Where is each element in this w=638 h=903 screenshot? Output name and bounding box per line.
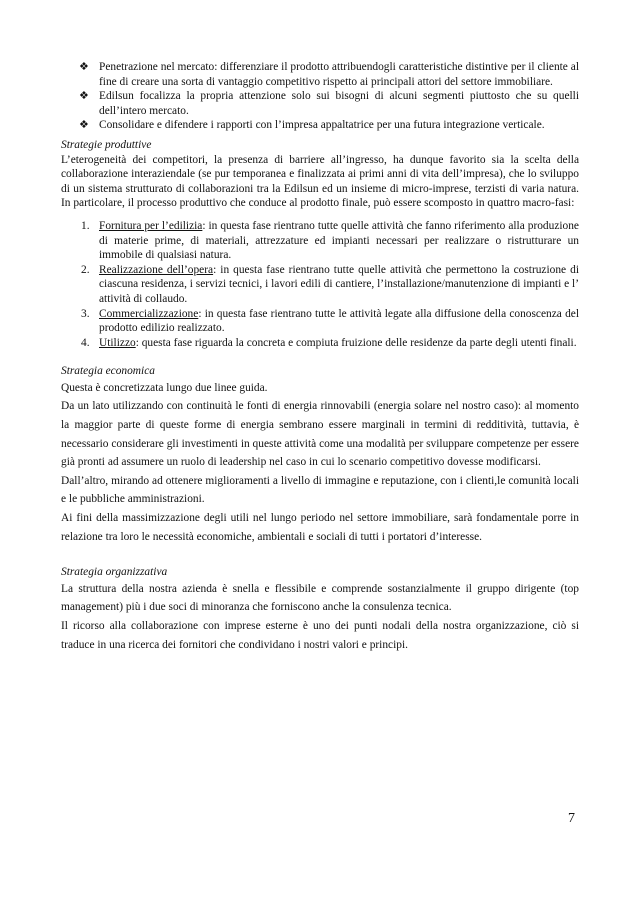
paragraph: Il ricorso alla collaborazione con imprese esterne è uno dei punti nodali della nostra organizzazione, ciò si traduce in una ricerca dei fornitori che condividano i nostri valori e principi. <box>61 620 579 651</box>
strategy-bullet-list <box>61 60 579 133</box>
bullet-text: Penetrazione nel mercato: differenziare il prodotto attribuendogli caratteristiche distintive per il cliente al fine di creare una sorta di vantaggio competitivo rispetto ai principali attori del settore immobiliare. <box>99 61 579 88</box>
phase-number: 3. <box>81 307 90 320</box>
phase-title: Commercializzazione <box>99 307 199 320</box>
section-heading-organizzativa: Strategia organizzativa <box>61 566 168 579</box>
bullet-item <box>61 118 579 133</box>
phase-item <box>61 263 579 307</box>
bullet-item <box>61 89 579 118</box>
paragraph: Ai fini della massimizzazione degli utili nel lungo periodo nel settore immobiliare, sarà fondamentale porre in relazione tra loro le necessità economiche, ambientali e sociali di tutti i portatori d’interesse. <box>61 512 579 543</box>
diamond-bullet-icon: ❖ <box>79 60 89 73</box>
phase-text: : in questa fase rientrano tutte le attività legate alla diffusione della conoscenza del prodotto edilizio realizzato. <box>99 307 579 335</box>
phase-item <box>61 219 579 263</box>
bullet-item <box>61 60 579 89</box>
paragraph: Dall’altro, mirando ad ottenere miglioramenti a livello di immagine e reputazione, con i clienti,le comunità locali e le pubbliche amministrazioni. <box>61 474 579 506</box>
spacer <box>61 350 579 359</box>
phase-number: 4. <box>81 336 90 349</box>
paragraph: L’eterogeneità dei competitori, la presenza di barriere all’ingresso, ha dunque favorito sia la scelta della collaborazione interaziendale (se pur temporanea e finalizzata ai primi anni di vita dell’impresa), che lo sviluppo di un sistema strutturato di collaborazioni tra la Edilsun ed un insieme di micro-imprese, terzisti di varia natura. In particolare, il processo produttivo che conduce al prodotto finale, può essere scomposto in quattro macro-fasi: <box>61 153 579 210</box>
section-heading-produttive: Strategie produttive <box>61 138 152 151</box>
phase-item <box>61 307 579 336</box>
section-heading-economica: Strategia economica <box>61 365 155 378</box>
phase-item <box>61 336 579 351</box>
bullet-text: Consolidare e difendere i rapporti con l’impresa appaltatrice per una futura integrazione verticale. <box>99 119 545 132</box>
economica-body <box>61 379 579 546</box>
diamond-bullet-icon: ❖ <box>79 89 89 103</box>
page-number: 7 <box>568 811 575 826</box>
organizzativa-body <box>61 580 579 654</box>
phase-text: : in questa fase rientrano tutte quelle attività che permettono la costruzione di ciascuna residenza, i servizi tecnici, i lavori edili di cantiere, l’installazione/manutenzione di impianti e l’ attività di collaudo. <box>99 263 579 305</box>
phase-title: Fornitura per l’edilizia <box>99 219 203 232</box>
page-content <box>61 60 579 654</box>
paragraph: Da un lato utilizzando con continuità le fonti di energia rinnovabili (energia solare nel nostro caso): al momento la maggior parte di queste forme di energia sembrano essere marginali in termini di redditività, tuttavia, è necessario considerare gli investimenti in queste attività come una modalità per sviluppare competenze per essere già pronti ad assumere un ruolo di leadership nel caso in cui lo scenario competitivo dovesse modificarsi. <box>61 400 579 469</box>
bullet-text: Edilsun focalizza la propria attenzione solo sui bisogni di alcuni segmenti piuttosto che su quelli dell’intero mercato. <box>99 90 579 117</box>
paragraph: Questa è concretizzata lungo due linee guida. <box>61 381 268 394</box>
phase-text: : questa fase riguarda la concreta e compiuta fruizione delle residenze da parte degli utenti finali. <box>135 336 577 349</box>
spacer <box>61 546 579 560</box>
phase-number: 1. <box>81 219 90 232</box>
diamond-bullet-icon: ❖ <box>79 118 89 132</box>
phase-number: 2. <box>81 263 90 276</box>
phases-list <box>61 219 579 350</box>
phase-title: Realizzazione dell’opera <box>99 263 214 276</box>
phase-title: Utilizzo <box>99 336 136 349</box>
phase-text: : in questa fase rientrano tutte quelle attività che fanno riferimento alla produzione di materie prime, di materiali, attrezzature ed impianti necessari per realizzare o ristrutturare un immobile di qualsiasi natura. <box>99 219 579 262</box>
paragraph: La struttura della nostra azienda è snella e flessibile e comprende sostanzialmente il gruppo dirigente (top management) più i due soci di minoranza che forniscono anche la consulenza tecnica. <box>61 582 579 614</box>
